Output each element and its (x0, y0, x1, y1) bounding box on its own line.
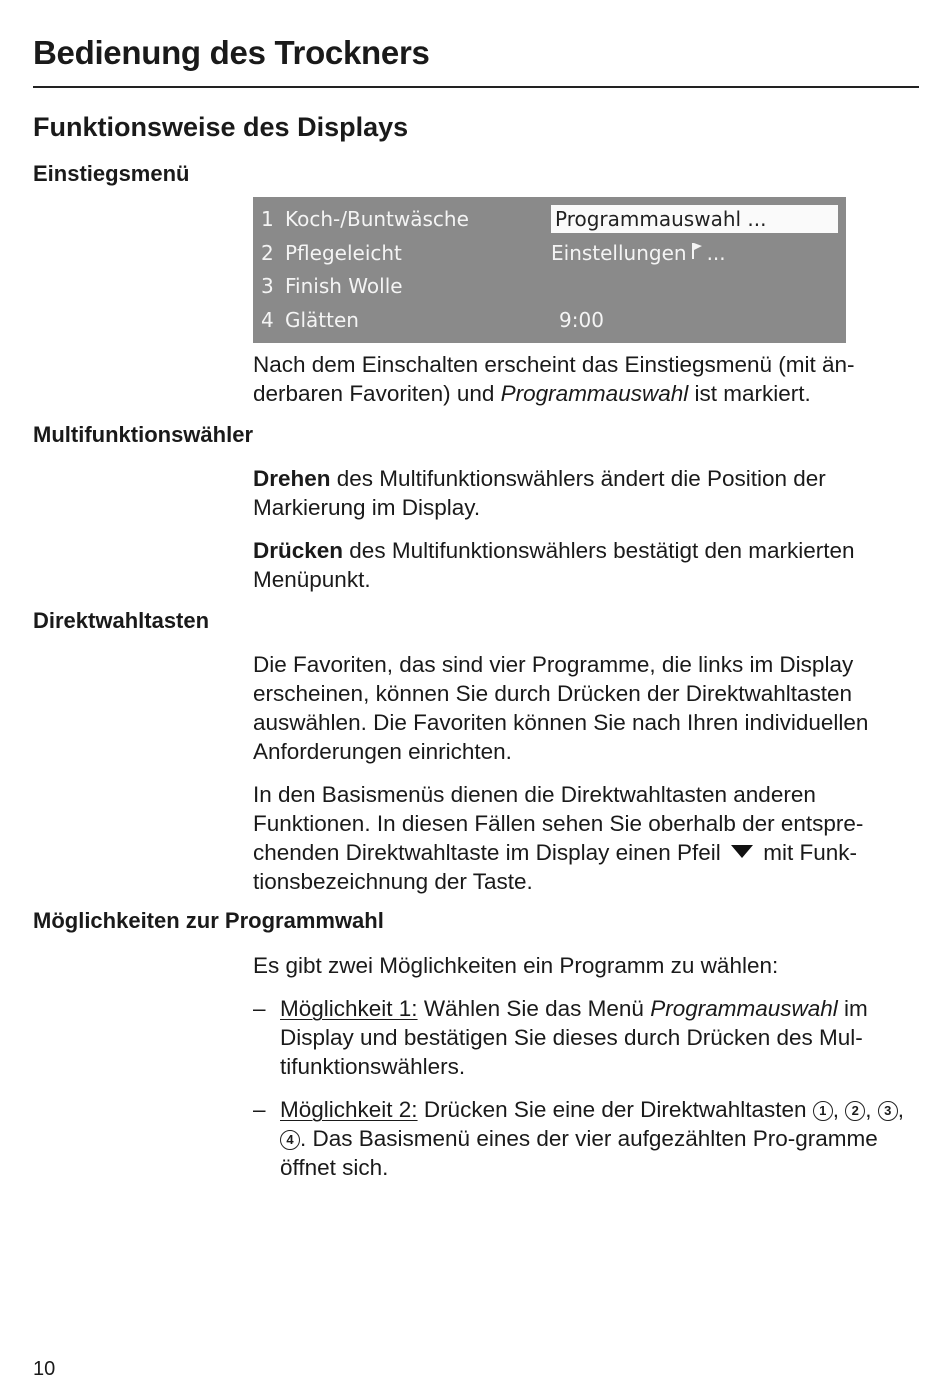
favorite-label: Finish Wolle (285, 274, 403, 298)
dash-marker: – (253, 1097, 266, 1122)
favorite-label: Glätten (285, 308, 359, 332)
text-run: des Multifunktionswählers ändert die Position der Markierung im Display. (253, 466, 826, 520)
direktwahl-description (253, 650, 918, 896)
text-run: mit Funk-tionsbezeichnung der Taste. (253, 840, 858, 894)
heading-programmwahl: Möglichkeiten zur Programmwahl (33, 908, 384, 933)
favorite-item-2 (261, 241, 402, 265)
paragraph: Es gibt zwei Möglichkeiten ein Programm zu wählen: (253, 953, 779, 978)
menu-einstellungen-label: Einstellungen (551, 241, 687, 265)
text-run: ist markiert. (688, 381, 811, 406)
favorite-label: Koch-/Buntwäsche (285, 207, 469, 231)
programmwahl-description (253, 951, 918, 1182)
text-run: im Display und bestätigen Sie dieses durch Drücken des Mul-tifunktionswählers. (280, 996, 868, 1079)
text-run: . Das Basismenü eines der vier aufgezählten Pro-gramme öffnet sich. (280, 1126, 878, 1180)
paragraph: Die Favoriten, das sind vier Programme, die links im Display erscheinen, können Sie durch Drücken der Direktwahltasten auswählen. Die Favoriten können Sie nach Ihren individuellen Anforderungen einrichten. (253, 652, 869, 764)
favorite-number: 3 (261, 274, 274, 298)
text-run: In den Basismenüs dienen die Direktwahltasten anderen Funktionen. In diesen Fällen sehen Sie oberhalb der entspre-chenden Direktwahltaste im Display einen Pfeil (253, 782, 864, 865)
menu-einstellungen-suffix: ... (706, 241, 726, 265)
title-divider (33, 86, 919, 88)
heading-einstiegsmenue: Einstiegsmenü (33, 161, 190, 186)
menu-programmauswahl-selected: Programmauswahl ... (551, 205, 838, 233)
key-2-icon: 2 (845, 1101, 865, 1121)
favorite-number: 2 (261, 241, 274, 265)
list-item: – Möglichkeit 2: Drücken Sie eine der Direktwahltasten 1 , 2 , 3 , 4 . Das Basismenü eines der vier aufgezählten Pro-gramme öffnet sich. (253, 1097, 905, 1180)
text-run: Wählen Sie das Menü (417, 996, 651, 1021)
flag-icon (691, 241, 703, 265)
text-run: Drücken Sie eine der Direktwahltasten (417, 1097, 813, 1122)
key-1-icon: 1 (813, 1101, 833, 1121)
text-bold: Drücken (253, 538, 344, 563)
einstieg-description (253, 350, 918, 408)
favorite-label: Pflegeleicht (285, 241, 402, 265)
text-bold: Drehen (253, 466, 331, 491)
heading-direktwahltasten: Direktwahltasten (33, 608, 210, 633)
text-italic: Programmauswahl (650, 996, 838, 1021)
favorite-item-3 (261, 274, 403, 298)
key-4-icon: 4 (280, 1130, 300, 1150)
menu-einstellungen (551, 241, 726, 265)
text-italic: Programmauswahl (500, 381, 689, 406)
multifunktion-description (253, 464, 918, 594)
key-3-icon: 3 (878, 1101, 898, 1121)
dash-marker: – (253, 996, 266, 1021)
down-arrow-icon (731, 845, 753, 858)
option-label: Möglichkeit 1: (280, 996, 418, 1021)
page-title: Bedienung des Trockners (33, 34, 430, 71)
clock-time: 9:00 (559, 308, 604, 332)
section-title: Funktionsweise des Displays (33, 112, 409, 142)
text-run: Nach dem Einschalten erscheint das Einstiegsmenü (mit än-derbaren Favoriten) und (253, 352, 855, 406)
favorite-number: 1 (261, 207, 274, 231)
list-item (253, 994, 918, 1081)
display-screen (253, 197, 846, 343)
favorite-item-1 (261, 207, 469, 231)
option-label: Möglichkeit 2: (280, 1097, 418, 1122)
page-number: 10 (33, 1358, 56, 1380)
favorite-item-4 (261, 308, 359, 332)
favorite-number: 4 (261, 308, 274, 332)
text-run: des Multifunktionswählers bestätigt den markierten Menüpunkt. (253, 538, 855, 592)
heading-multifunktionswaehler: Multifunktionswähler (33, 422, 253, 447)
